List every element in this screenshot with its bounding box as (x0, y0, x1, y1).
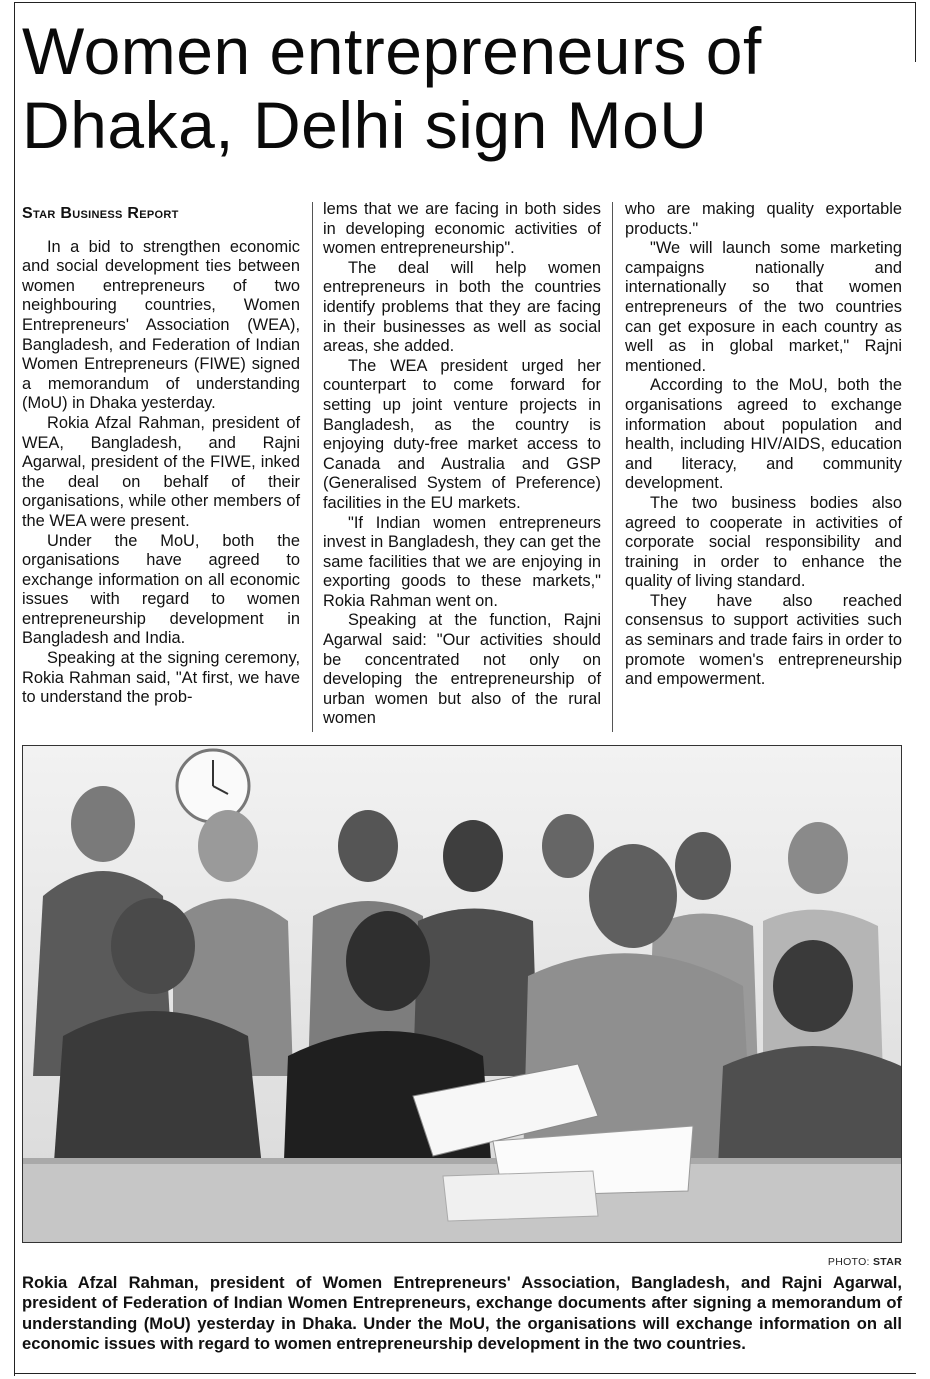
wall-clock (177, 750, 249, 822)
article-column-2 (323, 200, 601, 729)
column-divider-1 (312, 202, 313, 732)
paragraph: In a bid to strengthen economic and social development ties between women entrepreneurs of two neighbouring countries, Women Entrepreneurs' Association (WEA), Bangladesh, and Federation of Indian Women Entrepreneurs (FIWE) signed a memorandum of understanding (MoU) in Dhaka yesterday. (22, 237, 300, 413)
paragraph: They have also reached consensus to support activities such as seminars and trade fairs in order to promote women's entrepreneurship and empowerment. (625, 591, 902, 689)
left-rule (14, 2, 15, 1376)
photo-credit (828, 1256, 902, 1268)
column-divider-2 (612, 202, 613, 732)
paragraph: Rokia Afzal Rahman, president of WEA, Bangladesh, and Rajni Agarwal, president of the FIWE, inked the deal on behalf of their organisations, while other members of the WEA were present. (22, 413, 300, 530)
bottom-rule (14, 1373, 916, 1374)
paragraph: who are making quality exportable products." (625, 200, 902, 238)
photo-illustration (23, 746, 901, 1242)
paragraph: According to the MoU, both the organisations agreed to exchange information about population and health, including HIV/AIDS, education and literacy, and community development. (625, 376, 902, 493)
paragraph: Speaking at the function, Rajni Agarwal said: "Our activities should be concentrated not only on developing the entrepreneurship of urban women but also of the rural women (323, 611, 601, 728)
paragraph: "We will launch some marketing campaigns nationally and internationally so that women entrepreneurs of the two countries can get exposure in each country as well as in global market," Rajni mentioned. (625, 239, 902, 375)
paragraph: The WEA president urged her counterpart to come forward for setting up joint venture projects in Bangladesh, as the country is enjoying duty-free market access to Canada and Australia and GSP (Generalised System of Preference) facilities in the EU markets. (323, 356, 601, 512)
paragraph: Speaking at the signing ceremony, Rokia Rahman said, "At first, we have to understand the prob- (22, 649, 300, 707)
paragraph: The two business bodies also agreed to cooperate in activities of corporate social responsibility and training in order to enhance the quality of living standard. (625, 493, 902, 591)
article-column-3 (625, 200, 902, 690)
top-rule (14, 2, 916, 3)
paragraph: lems that we are facing in both sides in developing economic activities of women entrepreneurship". (323, 200, 601, 258)
news-photo (22, 745, 902, 1243)
photo-caption: Rokia Afzal Rahman, president of Women Entrepreneurs' Association, Bangladesh, and Rajni Agarwal, president of Federation of Indian Women Entrepreneurs, exchange documents after signing a memorandum of understanding (MoU) yesterday in Dhaka. Under the MoU, the organisations will exchange information on all economic issues with regard to women entrepreneurship development in the two countries. (22, 1273, 902, 1354)
photo-credit-prefix: PHOTO: (827, 1256, 870, 1268)
byline: Star Business Report (22, 205, 179, 222)
paragraph: "If Indian women entrepreneurs invest in Bangladesh, they can get the same facilities that we are enjoying in exporting goods to these markets," Rokia Rahman went on. (323, 513, 601, 610)
right-rule (915, 2, 916, 62)
headline: Women entrepreneurs of Dhaka, Delhi sign MoU (22, 14, 762, 162)
paragraph: The deal will help women entrepreneurs in both the countries identify problems that they are facing in their businesses as well as social areas, she added. (323, 258, 601, 356)
paragraph: Under the MoU, both the organisations have agreed to exchange information on all economic issues with regard to women entrepreneurship development in Bangladesh and India. (22, 531, 300, 648)
photo-credit-source: STAR (872, 1256, 902, 1268)
article-column-1 (22, 200, 300, 708)
